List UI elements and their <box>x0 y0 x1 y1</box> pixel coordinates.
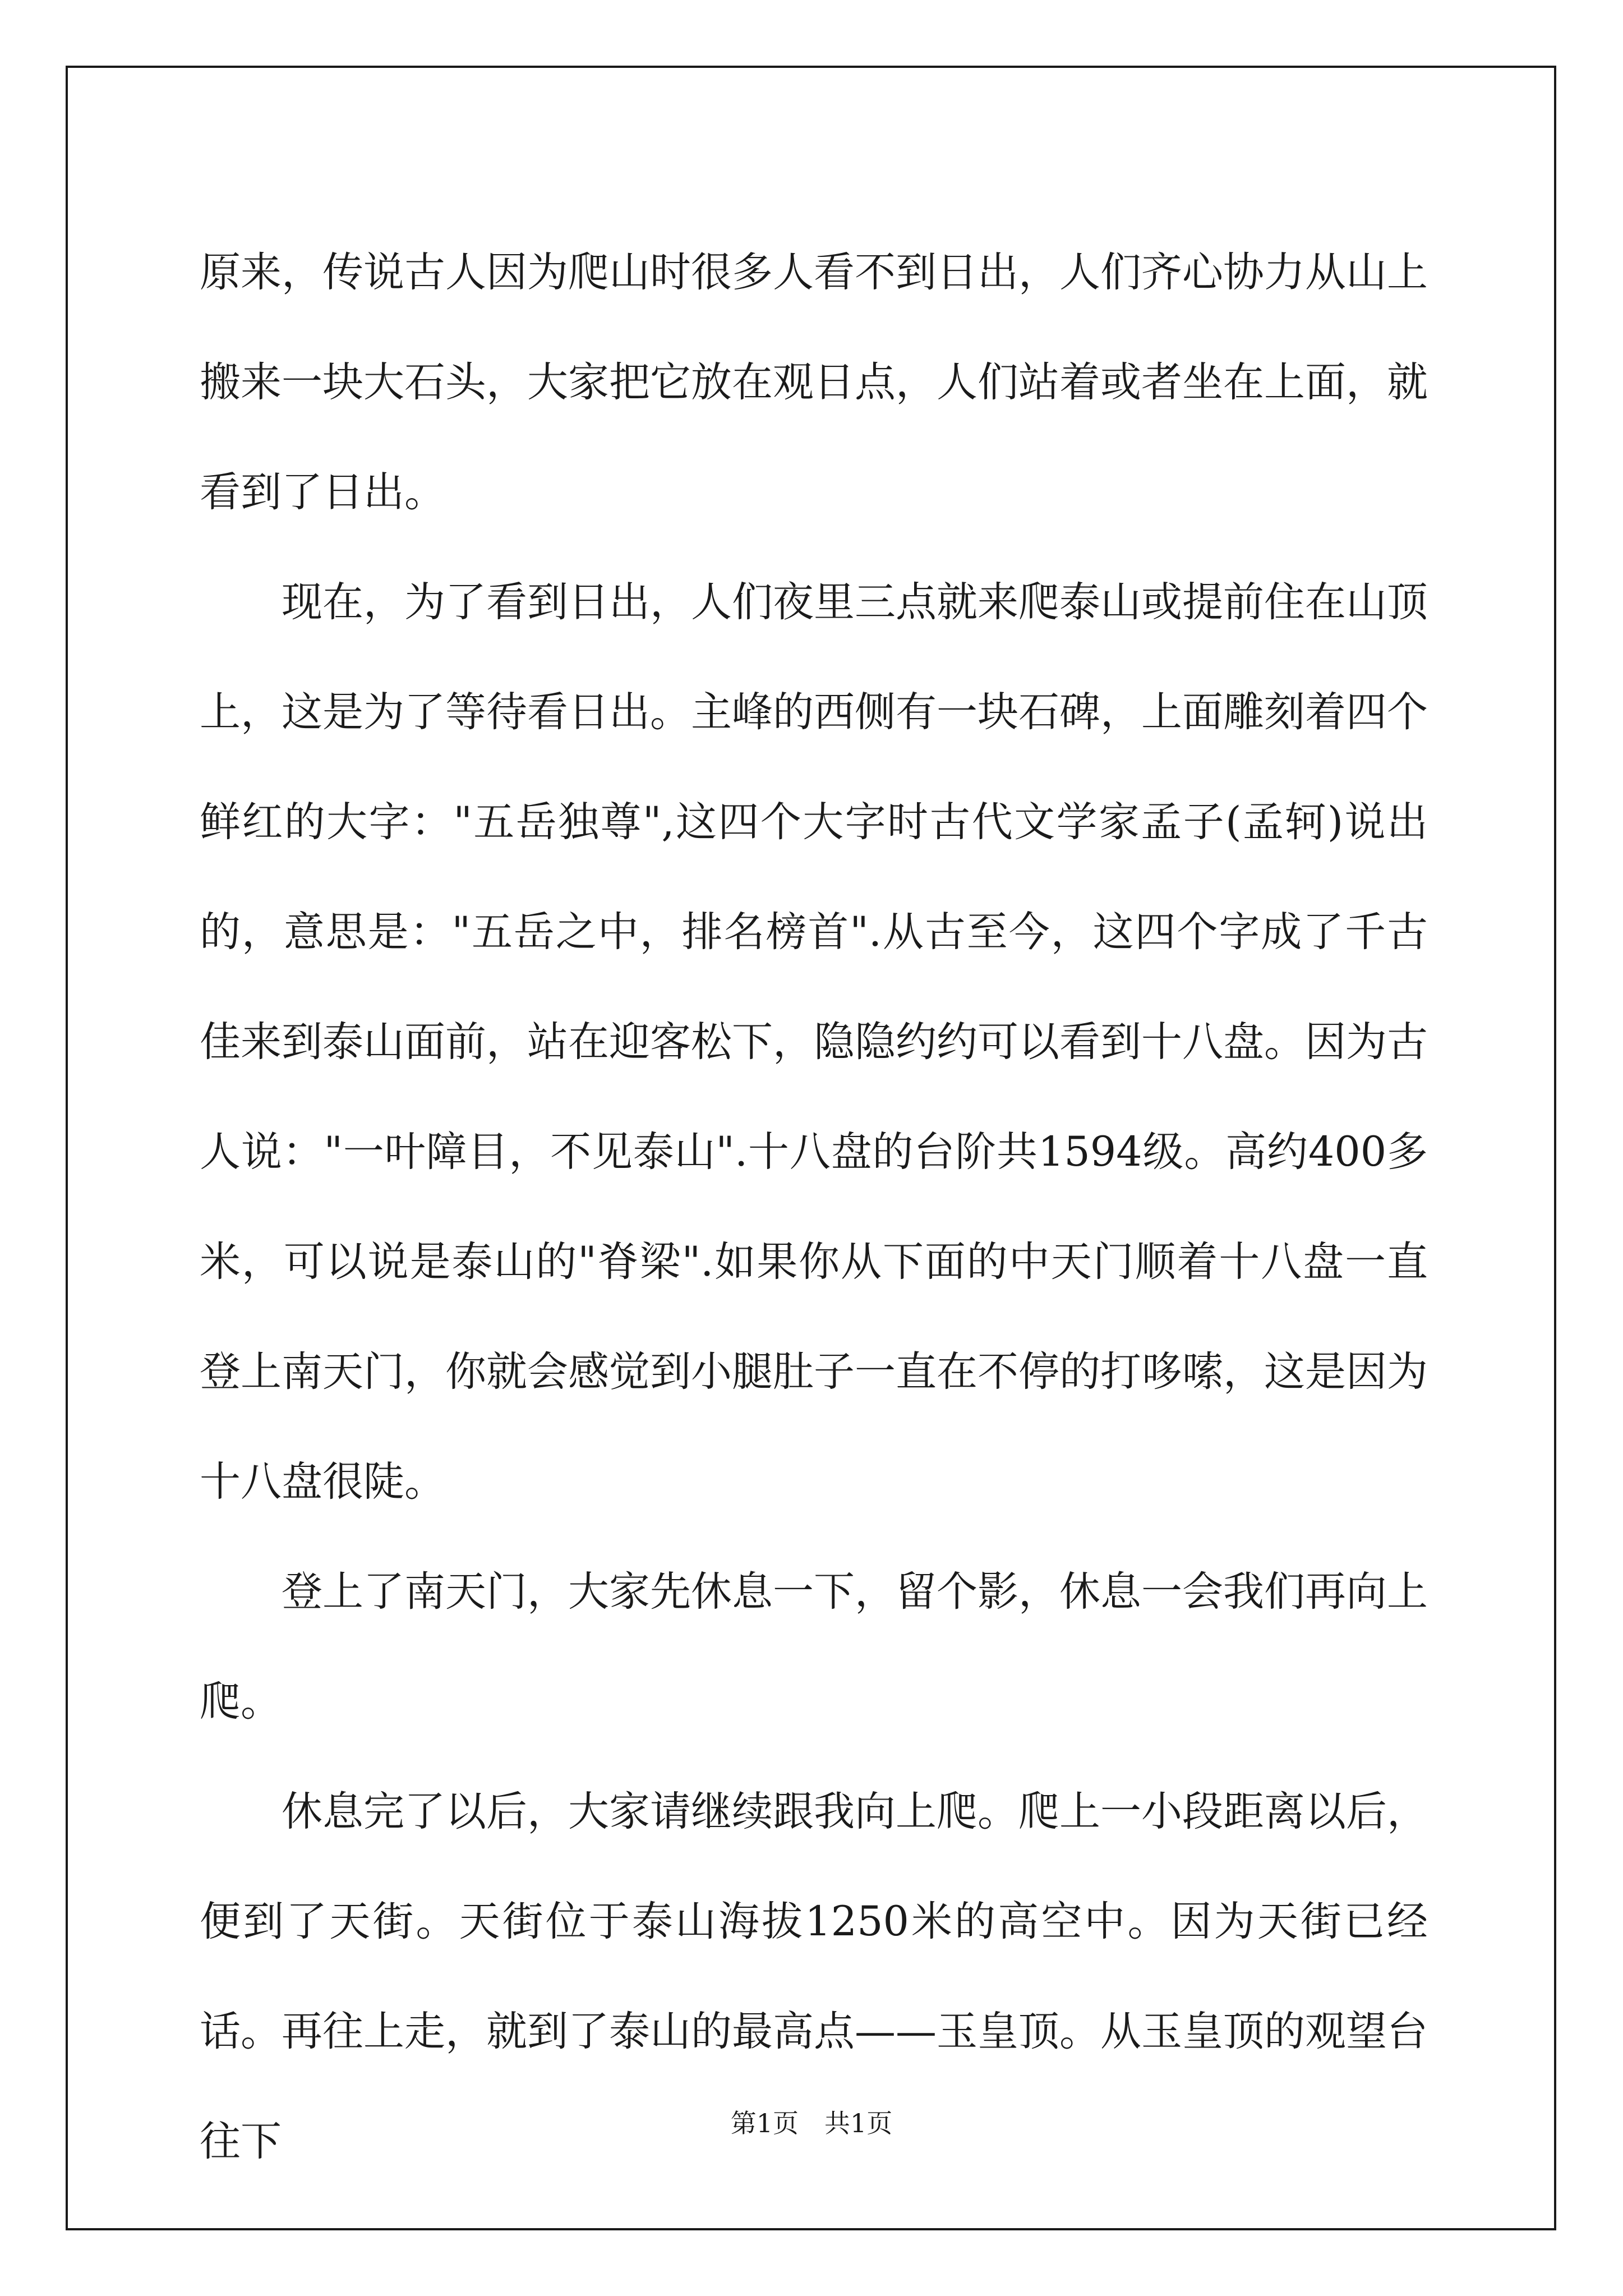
paragraph: 休息完了以后，大家请继续跟我向上爬。爬上一小段距离以后，便到了天街。天街位于泰山海拔1250米的高空中。因为天街已经话。再往上走，就到了泰山的最高点——玉皇顶。从玉皇顶的观望台往下 <box>200 1788 1428 2165</box>
document-body <box>200 218 1428 2197</box>
paragraph: 现在，为了看到日出，人们夜里三点就来爬泰山或提前住在山顶上，这是为了等待看日出。主峰的西侧有一块石碑，上面雕刻着四个鲜红的大字："五岳独尊",这四个大字时古代文学家孟子(孟轲)说出的，意思是："五岳之中，排名榜首".从古至今，这四个字成了千古佳来到泰山面前，站在迎客松下，隐隐约约可以看到十八盘。因为古人说："一叶障目，不见泰山".十八盘的台阶共1594级。高约400多米，可以说是泰山的"脊梁".如果你从下面的中天门顺着十八盘一直登上南天门，你就会感觉到小腿肚子一直在不停的打哆嗦，这是因为十八盘很陡。 <box>200 578 1428 1506</box>
paragraph: 原来，传说古人因为爬山时很多人看不到日出，人们齐心协力从山上搬来一块大石头，大家把它放在观日点，人们站着或者坐在上面，就看到了日出。 <box>200 249 1428 516</box>
page-total: 共1页 <box>824 2108 893 2138</box>
paragraph: 登上了南天门，大家先休息一下，留个影，休息一会我们再向上爬。 <box>200 1568 1428 1726</box>
page-footer <box>0 2106 1623 2140</box>
page-number: 第1页 <box>730 2108 799 2138</box>
